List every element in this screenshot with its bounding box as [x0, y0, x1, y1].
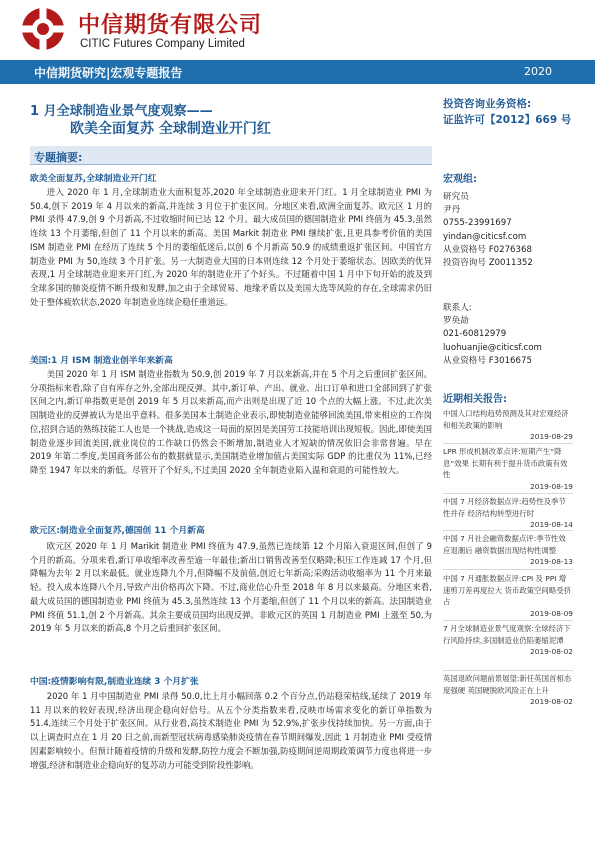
section-paragraph-china: 2020 年 1 月中国制造业 PMI 录得 50.0,比上月小幅回落 0.2 个百分点,仍站稳荣枯线,延续了 2019 年 11 月以来的较好表现,经济出现企稳向好信号。从五个分类指数来看,反映市场需求变化的新订单指数为 51.4,连续三个月处于扩张区间。从行业看,高技术制造业 PMI 为 52.9%,扩张步伐持续加快。另一方面,由于以上调查时点在 1 月 20 日之前,而新型冠状病毒感染肺炎疫情在春节期间爆发,因此 1 月制造业 PMI 受疫情因素影响较小。但预计随着疫情的升级和发酵,防控力度会不断加强,防疫期间逆周期政策调节力度也将进一步增强,经济和制造业企稳向好的复苏动力可能受到阶段性影响。 [30, 691, 432, 770]
contact-phone: 021-60812979 [443, 329, 507, 340]
related-report-title[interactable]: 中国 7 月社会融资数据点评:季节性效应退潮后 融资数据出现结构性调整 [443, 534, 566, 555]
qualification-line1: 投资咨询业务资格: [443, 98, 532, 110]
report-date-md: 2-05 [525, 82, 551, 95]
researcher-phone: 0755-23991697 [443, 218, 512, 229]
contact-email[interactable]: luohuanjie@citicsf.com [443, 342, 542, 353]
related-report-item[interactable] [443, 573, 573, 619]
banner-title: 中信期货研究|宏观专题报告 [34, 66, 183, 80]
contact-label: 联系人: [443, 303, 472, 313]
related-report-date: 2019-08-13 [530, 557, 573, 566]
related-report-date: 2019-08-02 [530, 697, 573, 706]
company-name-cn: 中信期货有限公司 [78, 12, 263, 38]
related-report-item[interactable] [443, 446, 573, 492]
researcher-advisory-license: 投资咨询号 Z0011352 [443, 258, 533, 269]
related-report-item[interactable] [443, 496, 573, 531]
citic-logo-icon [20, 6, 66, 52]
related-report-item[interactable] [443, 408, 573, 443]
group-title: 宏观组: [443, 174, 477, 185]
contact-block [443, 302, 542, 368]
researcher-label: 研究员 [443, 192, 469, 202]
related-report-date: 2019-08-09 [530, 608, 573, 618]
report-divider [443, 493, 573, 494]
related-report-date: 2019-08-14 [530, 520, 573, 529]
section-heading-us: 美国:1 月 ISM 制造业创半年来新高 [30, 356, 173, 366]
related-report-title[interactable]: 英国退欧问题前景展望:新任英国首相态度强硬 英国硬脱欧风险正在上升 [443, 674, 572, 695]
report-title-line1: 1 月全球制造业景气度观察—— [30, 104, 213, 119]
researcher-block [443, 191, 533, 270]
section-heading-china: 中国:疫情影响有限,制造业连续 3 个月扩张 [30, 677, 199, 687]
related-report-title[interactable]: 7 月全球制造业景气度观察:全球经济下行风险持续,多国制造业仍陷萎缩泥潭 [443, 624, 571, 645]
contact-license: 从业资格号 F3016675 [443, 355, 532, 366]
related-report-item[interactable] [443, 533, 573, 568]
summary-header-bar [30, 146, 432, 165]
related-report-title[interactable]: 中国人口结构趋势预测及其对宏观经济和相关政策的影响 [443, 409, 569, 430]
section-heading-eurozone: 欧元区:制造业全面复苏,德国创 11 个月新高 [30, 526, 205, 536]
researcher-name: 尹丹 [443, 205, 461, 216]
section-paragraph-us: 美国 2020 年 1 月 ISM 制造业指数为 50.9,创 2019 年 7 月以来新高,并在 5 个月之后重回扩张区间。分项指标来看,除了自有库存之外,全部出现反弹。其中,新订单、产出、就业、出口订单和进口全部回到了扩张区间之内,新订单指数更是创 2019 年 5 月以来新高,而产出则是出现了近 10 个点的大幅上涨。不过,此次美国制造业的反弹被认为是出乎意料。很多美国本土制造企业表示,即使制造业能够回流美国,带来相应的工作岗位,招到合适的熟练技能工人也是一个挑战,造成这一局面的原因是美国劳工技能培训出现短板。因此,即使美国制造业逐步回流美国,就业岗位的工作缺口仍然会不断增加,制造业人才短缺的情况依旧会非常普遍。早在 2019 年第二季度,美国商务部公布的数据就显示,美国制造业增加值占美国实际 GDP 的比重仅为 11%,已经降至 1947 年以来的新低。尽管开了个好头,不过美国 2020 全年制造业陷入温和衰退的可能性较大。 [30, 369, 432, 475]
report-divider [443, 620, 573, 621]
related-report-item[interactable] [443, 673, 573, 708]
related-report-date: 2019-08-29 [530, 432, 573, 441]
section-paragraph-eurozone: 欧元区 2020 年 1 月 Marikit 制造业 PMI 终值为 47.9,虽然已连续第 12 个月陷入衰退区间,但创了 9 个月的新高。分项来看,新订单收缩率改善至逾一年最佳;新出口销售改善至仅略降;积压工作连减 17 个月,但降幅为去年 2 月以来最低。就业连降九个月,但降幅不及前值,创近七年新高;采购活动收缩率为 11 个月来最轻。投入成本连降八个月,导致产出价格再次下降。不过,商业信心升至 2018 年 8 月以来最高。分地区来看,最大成员国的德国制造业 PMI 终值为 45.3,虽然连续 13 个月萎缩,但创了 11 个月以来的新高。法国制造业 PMI 终值 51.1,创 2 个月新高。其余主要成员国均出现反弹。非欧元区的英国 1 月制造业 PMI 上涨至 50,为 2019 年 5 月以来的新高,8 个月之后重回扩张区间。 [30, 541, 432, 634]
report-divider [443, 443, 573, 444]
report-divider [443, 670, 573, 671]
researcher-email[interactable]: yindan@citicsf.com [443, 231, 527, 242]
section-paragraph-global: 进入 2020 年 1 月,全球制造业大面积复苏,2020 年全球制造业迎来开门红。1 月全球制造业 PMI 为 50.4,创下 2019 年 4 月以来的新高,并连续 3 月位于扩张区间。分地区来看,欧洲全面复苏。欧元区 1 月的 PMI 录得 47.9,创 9 个月新高,不过收缩时间已达 12 个月。最大成员国的德国制造业 PMI 终值为 45.3,虽然连续 13 个月萎缩,但创了 11 个月以来的新高。美国 Markit 制造业 PMI 继续扩张,且更具参考价值的美国 ISM 制造业 PMI 在经历了连续 5 个月的萎缩低迷后,以创 6 个月新高 50.9 的成绩重返扩张区间。中国官方制造业 PMI 为 50,连续 3 个月扩张。另一大制造业大国的日本则连续 12 个月处于萎缩状态。因欧美的优异表现,1 月全球制造业迎来开门红,为 2020 年的制造业开了个好头。不过随着中国 1 月中下旬开始的波及到全球多国的肺炎疫情不断升级和发酵,加之由于全球贸易、地缘矛盾以及美国大选等风险的存在,全球需求仍旧处于整体疲软状态,2020 年制造业连续企稳任重道远。 [30, 187, 432, 307]
contact-name: 罗奂劼 [443, 316, 469, 327]
report-divider [443, 530, 573, 531]
related-report-title[interactable]: 中国 7 月经济数据点评:趋势性及季节性并存 经济结构转型进行时 [443, 497, 566, 518]
related-report-title[interactable]: LPR 形成机制改革点评:短期产生“降息”效果 长期有利于提升货币政策有效性 [443, 447, 568, 479]
section-heading-global: 欧美全面复苏,全球制造业开门红 [30, 174, 157, 184]
summary-label: 专题摘要: [34, 151, 83, 164]
report-title-line2: 欧美全面复苏 全球制造业开门红 [70, 121, 271, 137]
related-report-date: 2019-08-19 [530, 481, 573, 491]
related-report-title[interactable]: 中国 7 月通胀数据点评:CPI 及 PPI 增速剪刀差再度拉大 货币政策空间略受挤占 [443, 574, 571, 606]
report-divider [443, 569, 573, 570]
qualification-line2: 证监许可【2012】669 号 [443, 114, 572, 126]
related-report-item[interactable] [443, 623, 573, 658]
related-report-date: 2019-08-02 [530, 647, 573, 656]
company-name-en: CITIC Futures Company Limited [80, 38, 245, 50]
report-date [508, 63, 568, 97]
related-reports-title: 近期相关报告: [443, 394, 507, 405]
researcher-license: 从业资格号 F0276368 [443, 244, 532, 255]
report-date-year: 2020 [524, 65, 552, 78]
